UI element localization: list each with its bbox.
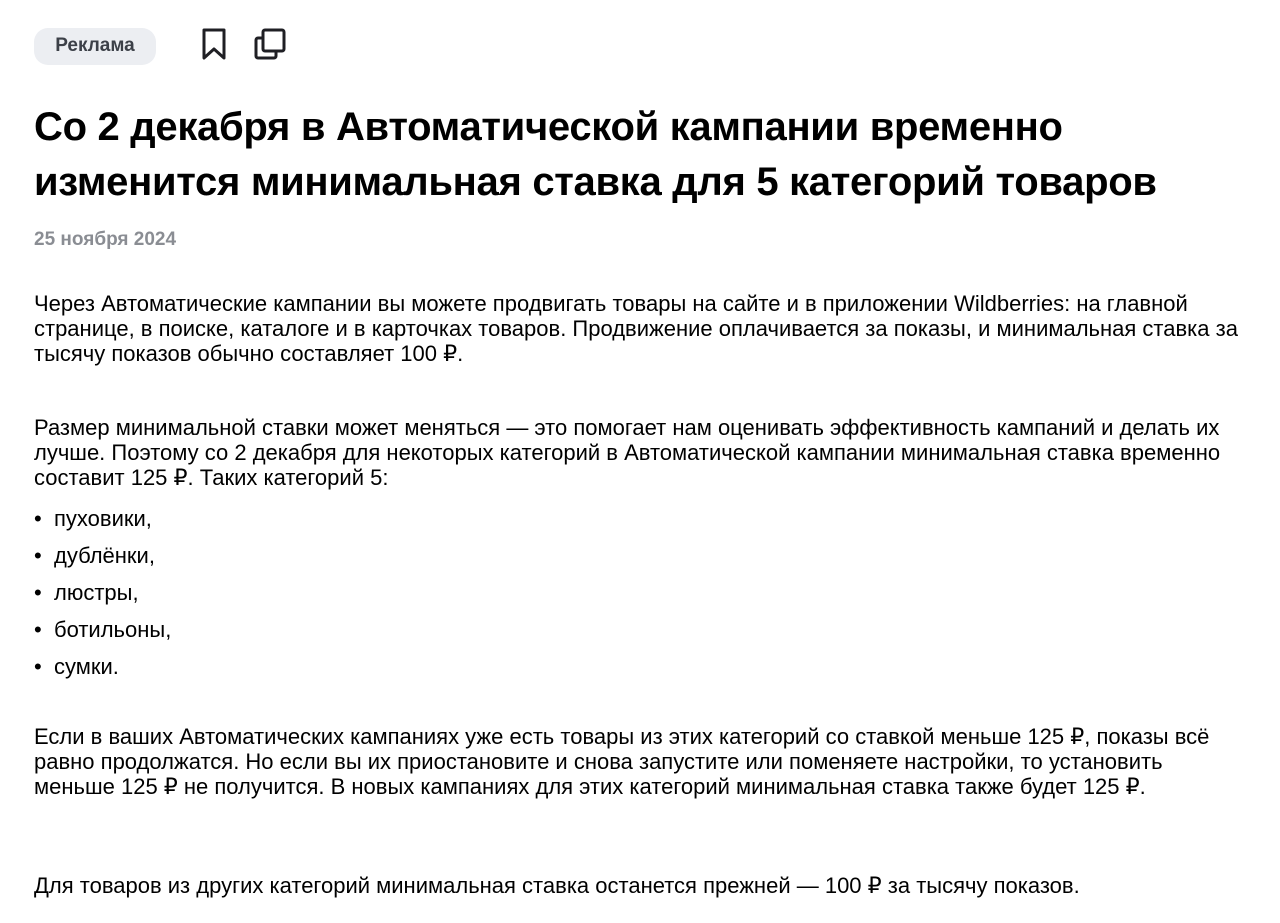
bullet-marker: • [34,654,42,679]
list-item [34,648,171,685]
copy-icon [253,27,287,66]
article-toolbar [34,27,156,65]
category-item-label: дублёнки, [54,543,155,568]
list-item [34,537,171,574]
copy-button[interactable] [252,27,288,65]
category-list [34,500,171,685]
bullet-marker: • [34,617,42,642]
bookmark-icon [201,27,227,66]
category-item-label: люстры, [54,580,139,605]
list-item [34,611,171,648]
list-item [34,500,171,537]
article-title: Со 2 декабря в Автоматической кампании временно изменится минимальная ставка для 5 категорий товаров [34,105,1157,204]
list-item [34,574,171,611]
ad-tag: Реклама [34,28,156,65]
paragraph-existing-campaigns: Если в ваших Автоматических кампаниях уже есть товары из этих категорий со ставкой меньше 125 ₽, показы всё равно продолжатся. Но если вы их приостановите и снова запустите или поменяете настройки, то установить меньше 125 ₽ не получится. В новых кампаниях для этих категорий минимальная ставка также будет 125 ₽. [34,724,1210,799]
bullet-marker: • [34,506,42,531]
paragraph-other-categories: Для товаров из других категорий минимальная ставка останется прежней — 100 ₽ за тысячу показов. [34,873,1080,898]
category-item-label: пуховики, [54,506,152,531]
paragraph-rate-change: Размер минимальной ставки может меняться — это помогает нам оценивать эффективность кампаний и делать их лучше. Поэтому со 2 декабря для некоторых категорий в Автоматической кампании минимальная ставка временно составит 125 ₽. Таких категорий 5: [34,415,1221,490]
category-item-label: сумки. [54,654,119,679]
category-item-label: ботильоны, [54,617,172,642]
bullet-marker: • [34,580,42,605]
bullet-marker: • [34,543,42,568]
bookmark-button[interactable] [196,27,232,65]
paragraph-intro: Через Автоматические кампании вы можете продвигать товары на сайте и в приложении Wildberries: на главной странице, в поиске, каталоге и в карточках товаров. Продвижение оплачивается за показы, и минимальная ставка за тысячу показов обычно составляет 100 ₽. [34,291,1238,366]
article-date: 25 ноября 2024 [34,229,177,250]
